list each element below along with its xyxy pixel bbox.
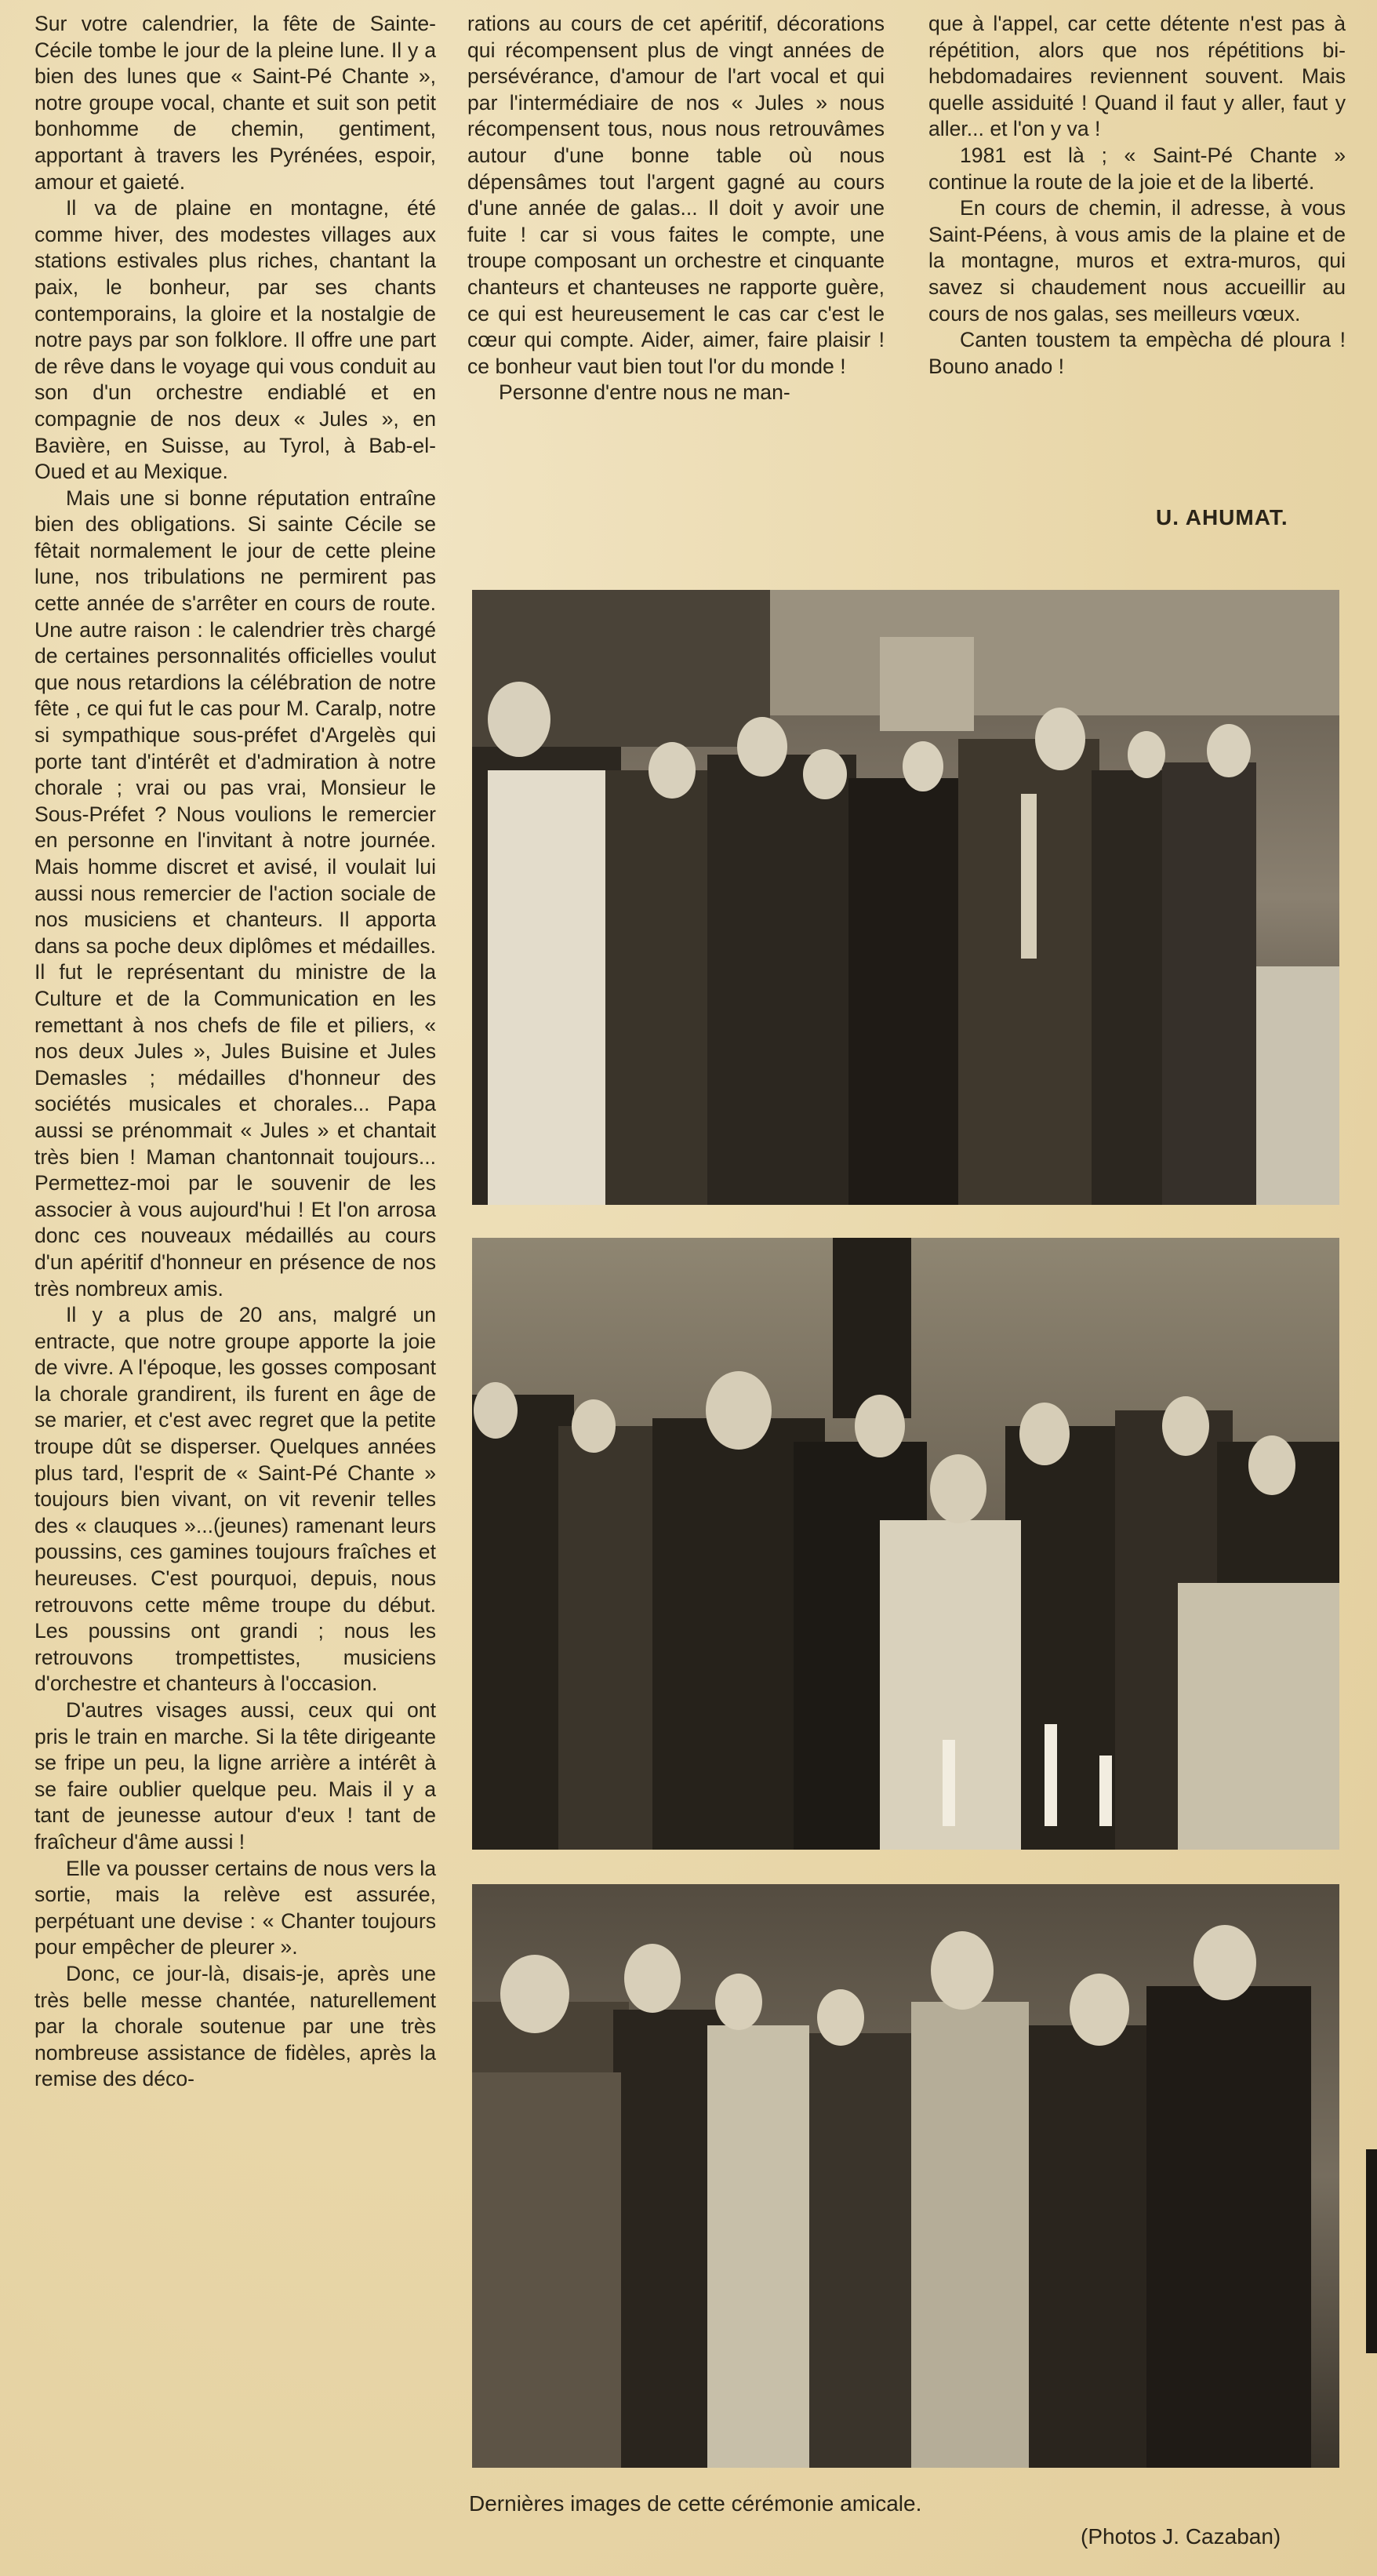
- paragraph: Donc, ce jour-là, disais-je, après une très belle messe chantée, naturellement par la chorale soutenue par une très nombreuse assistance de fidèles, après la remise des déco-: [35, 1961, 436, 2091]
- paragraph: Personne d'entre nous ne man-: [499, 380, 790, 405]
- photo-group-hall: [472, 590, 1339, 1205]
- paragraph: 1981 est là ; « Saint-Pé Chante » continue la route de la joie et de la liberté.: [928, 143, 1346, 194]
- article-column-1: [35, 11, 436, 2093]
- paragraph: rations au cours de cet apéritif, décorations qui récompensent plus de vingt années de persévérance, d'amour de l'art vocal et qui par l'intermédiaire de nos « Jules » nous récompensent tous, nous nous retrouvâmes autour d'une bonne table où nous dépensâmes tout l'argent gagné au cours d'une année de galas... Il doit y avoir une fuite ! car si vous faites le compte, une troupe composant un orchestre et cinquante chanteurs et chanteuses ne rapporte guère, ce qui est heureusement le cas car c'est le cœur qui compte. Aider, aimer, faire plaisir ! ce bonheur vaut bien tout l'or du monde !: [467, 12, 885, 378]
- scan-edge-mark: [1366, 2149, 1377, 2353]
- paragraph: Mais une si bonne réputation entraîne bien des obligations. Si sainte Cécile se fêtait normalement le jour de cette pleine lune, nos tribulations ne permirent pas cette année de s'arrêter en cours de route. Une autre raison : le calendrier très chargé de certaines personnalités officielles voulut que nous retardions la célébration de notre fête , ce qui fut le cas pour M. Caralp, notre si sympathique sous-préfet d'Argelès qui porte tant d'intérêt et d'admiration à notre chorale ; vrai ou pas vrai, Monsieur le Sous-Préfet ? Nous voulions le remercier en personne en l'invitant à notre journée. Mais homme discret et avisé, il voulait lui aussi nous remercier de l'action sociale de nos musiciens et chanteurs. Il apporta dans sa poche deux diplômes et médailles. Il fut le représentant du ministre de la Culture et de la Communication en les remettant à nos chefs de file et piliers, « nos deux Jules », Jules Buisine et Jules Demasles ; médailles d'honneur des sociétés musicales et chorales... Papa aussi se prénommait « Jules » et chantait très bien ! Maman chantonnait toujours... Permettez-moi par le souvenir de les associer à vous aujourd'hui ! Et l'on arrosa donc ces nouveaux médaillés au cours d'un apéritif d'honneur en présence de nos très nombreux amis.: [35, 486, 436, 1301]
- article-column-3: [928, 11, 1346, 380]
- paragraph: que à l'appel, car cette détente n'est pas à répétition, alors que nos répétitions bi-hebdomadaires reviennent souvent. Mais quelle assiduité ! Quand il faut y aller, faut y aller... et l'on y va !: [928, 12, 1346, 141]
- paragraph: En cours de chemin, il adresse, à vous Saint-Péens, à vous amis de la plaine et de la montagne, muros et extra-muros, qui savez si chaudement nous accueillir au cours de nos galas, ses meilleurs vœux.: [928, 196, 1346, 326]
- paragraph: D'autres visages aussi, ceux qui ont pris le train en marche. Si la tête dirigeante se fripe un peu, la ligne arrière a intérêt à se faire oublier quelque peu. Mais il y a tant de jeunesse autour d'eux ! tant de fraîcheur d'âme aussi !: [35, 1698, 436, 1854]
- photo-ceremony: [472, 1884, 1339, 2468]
- photo-aperitif: [472, 1238, 1339, 1850]
- paragraph: Sur votre calendrier, la fête de Sainte-Cécile tombe le jour de la pleine lune. Il y a bien des lunes que « Saint-Pé Chante », notre groupe vocal, chante et suit son petit bonhomme de chemin, gentiment, apportant à travers les Pyrénées, espoir, amour et gaieté.: [35, 12, 436, 194]
- author-signature: U. AHUMAT.: [1156, 505, 1288, 529]
- photo-caption: Dernières images de cette cérémonie amicale.: [469, 2491, 922, 2516]
- paragraph: Il va de plaine en montagne, été comme hiver, des modestes villages aux stations estivales plus riches, chantant la paix, le bonheur, par ses chants contemporains, la gloire et la nostalgie de notre pays par son folklore. Il offre une part de rêve dans le voyage qui vous conduit au son d'un orchestre endiablé et en compagnie de nos deux « Jules », en Bavière, en Suisse, au Tyrol, à Bab-el-Oued et au Mexique.: [35, 196, 436, 484]
- photo-credit: (Photos J. Cazaban): [1081, 2524, 1281, 2549]
- paragraph: Il y a plus de 20 ans, malgré un entracte, que notre groupe apporte la joie de vivre. A l'époque, les gosses composant la chorale grandirent, ils furent en âge de se marier, et c'est avec regret que la petite troupe dût se disperser. Quelques années plus tard, l'esprit de « Saint-Pé Chante » toujours bien vivant, on vit revenir telles des « clauques »...(jeunes) ramenant leurs poussins, ces gamines toujours fraîches et heureuses. C'est pourquoi, depuis, nous retrouvons cette même troupe du début. Les poussins ont grandi ; nous les retrouvons trompettistes, musiciens d'orchestre et chanteurs à l'occasion.: [35, 1303, 436, 1696]
- article-column-2: [467, 11, 885, 406]
- paragraph: Canten toustem ta empècha dé ploura ! Bouno anado !: [928, 328, 1346, 378]
- paragraph: Elle va pousser certains de nous vers la sortie, mais la relève est assurée, perpétuant une devise : « Chanter toujours pour empêcher de pleurer ».: [35, 1856, 436, 1959]
